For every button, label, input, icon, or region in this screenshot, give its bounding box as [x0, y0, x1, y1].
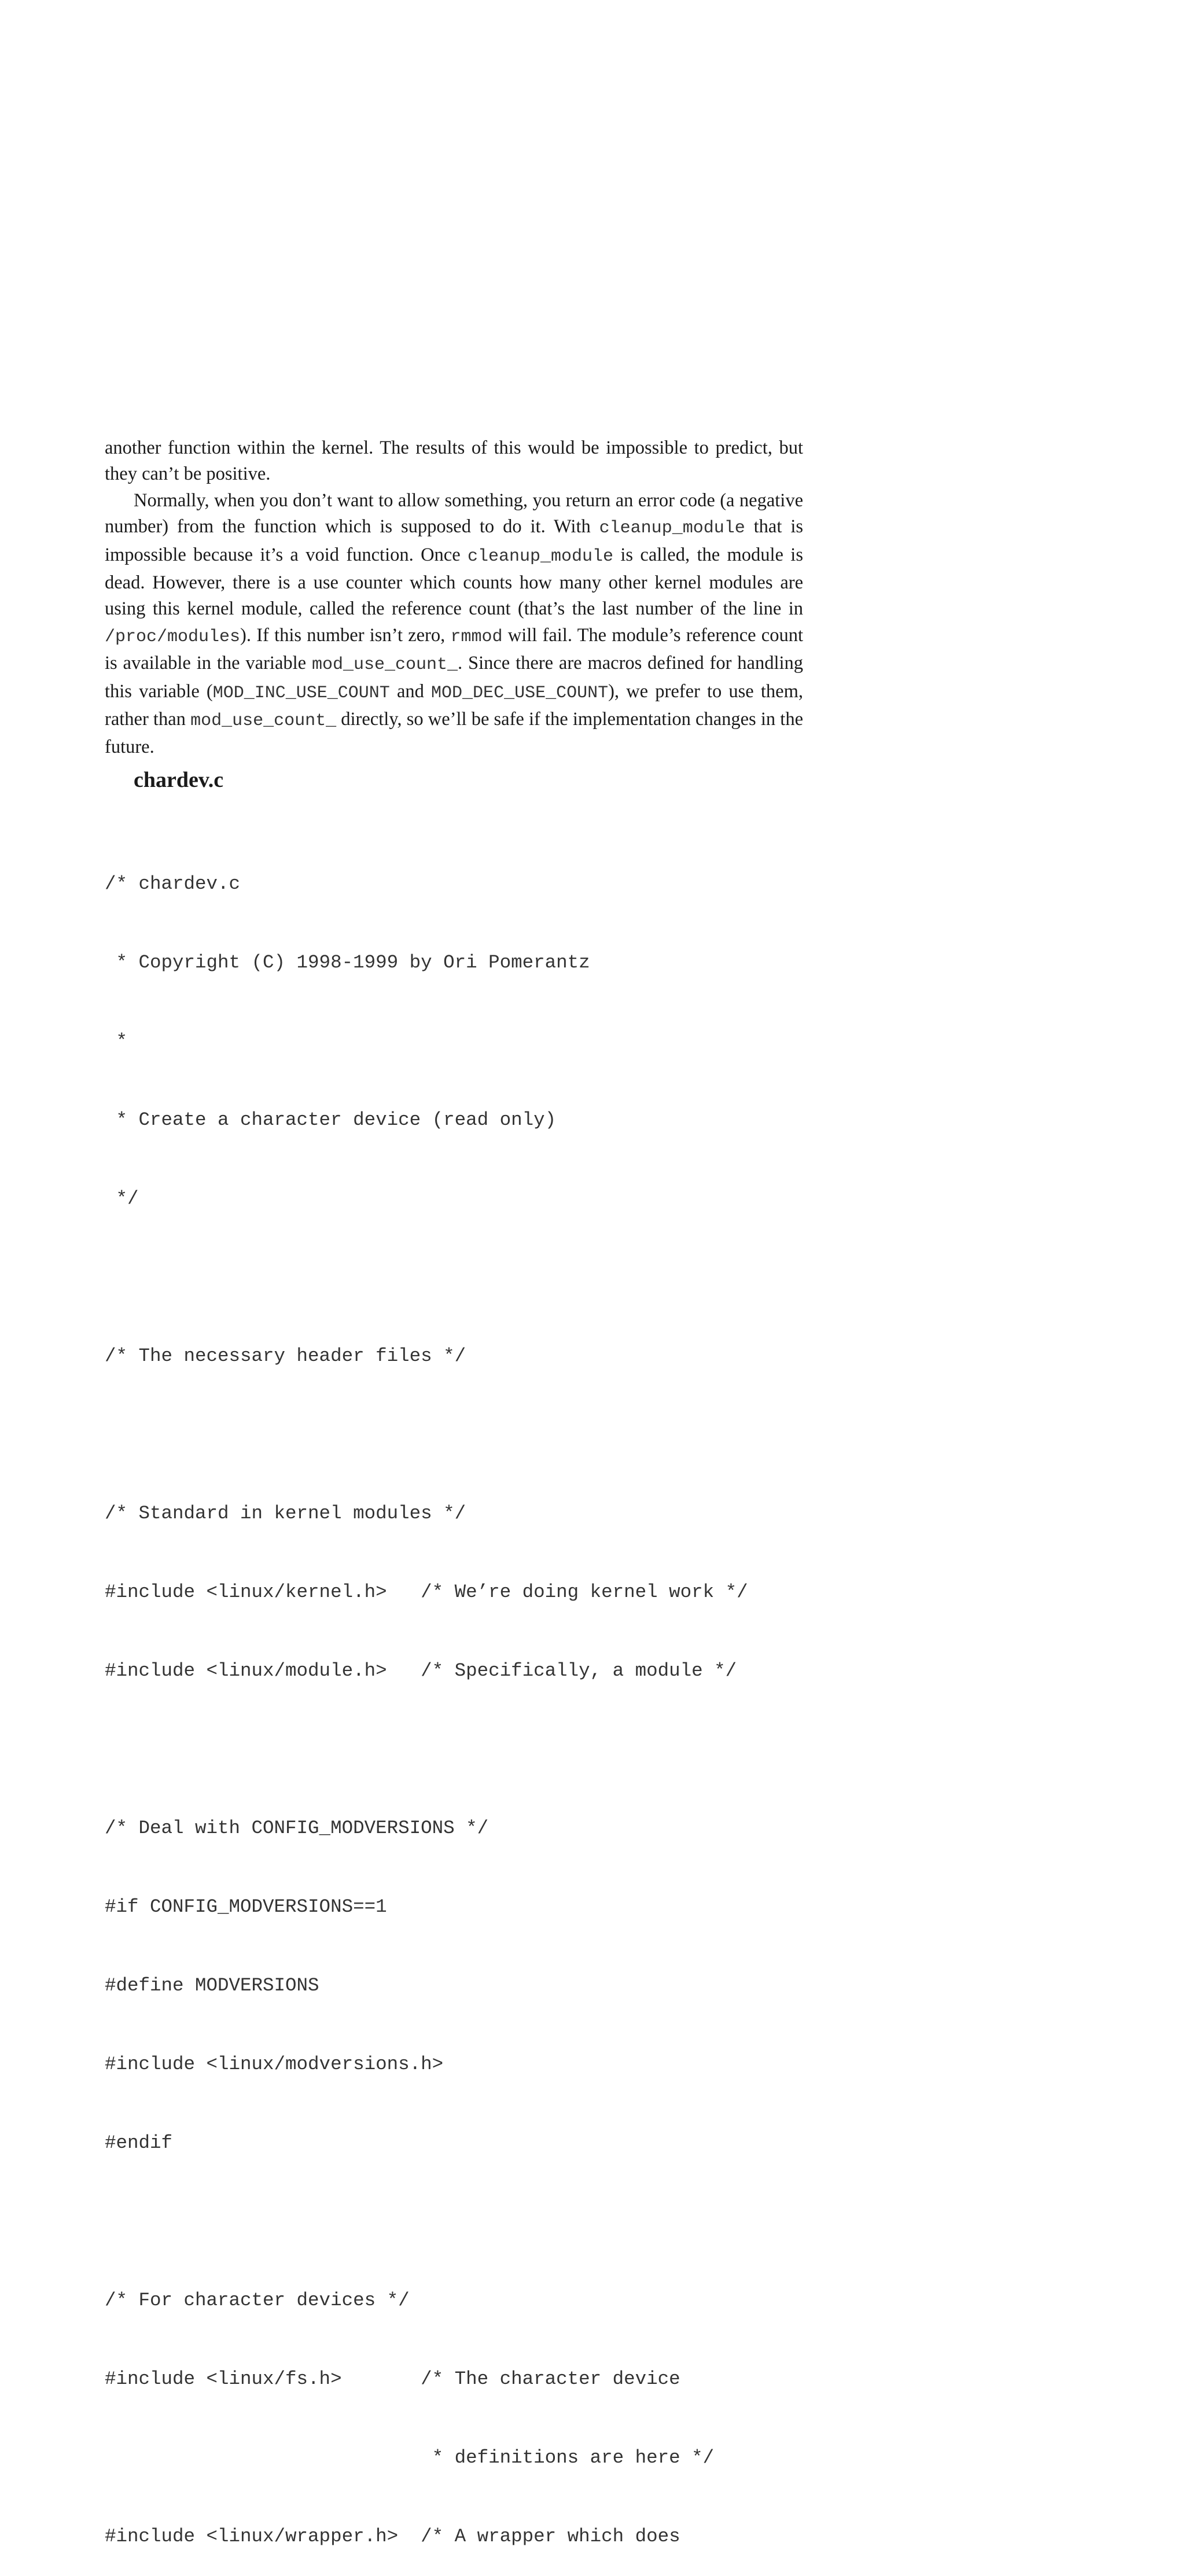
paragraph-2 — [105, 488, 803, 761]
paragraph-2-text: will fail. The module’s reference count is available in the variable — [105, 624, 803, 674]
code-line — [105, 1422, 748, 1448]
paragraph-2-text: ), we prefer to use them, rather than — [105, 680, 803, 730]
code-line: /* The necessary header files */ — [105, 1345, 466, 1367]
paragraph-2-text: and — [389, 680, 432, 702]
paragraph-2-text: that is impossible because it’s a void function. Once — [105, 516, 803, 565]
inline-code: mod_use_count_ — [190, 711, 337, 731]
paragraph-1: another function within the kernel. The results of this would be impossible to predict, but they can’t be positive. — [105, 437, 803, 485]
paragraph-2-text: . Since there are macros defined for handling this variable ( — [105, 653, 804, 702]
code-line: * Copyright (C) 1998-1999 by Ori Pomerantz — [105, 951, 590, 973]
code-line: * Create a character device (read only) — [105, 1109, 557, 1131]
code-line: #endif — [105, 2132, 173, 2154]
inline-code: cleanup_module — [468, 546, 614, 566]
paragraph-2-text: Normally, when you don’t want to allow something, you return an error code (a negative number) from the function which is supposed to do it. With — [105, 490, 803, 538]
inline-code: /proc/modules — [105, 627, 241, 647]
code-line — [105, 1736, 748, 1762]
code-line: #include <linux/kernel.h> /* We’re doing kernel work */ — [105, 1581, 748, 1603]
inline-code: MOD_INC_USE_COUNT — [212, 683, 390, 703]
section-title: chardev.c — [134, 768, 224, 792]
code-line: /* chardev.c — [105, 873, 241, 895]
code-line: */ — [105, 1187, 139, 1209]
inline-code: MOD_DEC_USE_COUNT — [431, 683, 609, 703]
code-line — [105, 1264, 748, 1290]
code-line: /* For character devices */ — [105, 2290, 410, 2312]
code-line: #include <linux/fs.h> /* The character device — [105, 2368, 680, 2390]
code-line: * — [105, 1030, 128, 1052]
inline-code: rmmod — [450, 627, 503, 647]
paragraph-2-text: ). If this number isn’t zero, — [240, 624, 451, 646]
inline-code: mod_use_count_ — [311, 655, 458, 675]
inline-code: cleanup_module — [599, 518, 745, 539]
paragraph-2-text: directly, so we’ll be safe if the implementation changes in the future. — [105, 709, 803, 758]
code-listing — [105, 818, 748, 2576]
body-text — [105, 435, 803, 761]
code-line: * definitions are here */ — [105, 2447, 715, 2469]
code-line: /* Deal with CONFIG_MODVERSIONS */ — [105, 1817, 489, 1839]
code-line: #define MODVERSIONS — [105, 1975, 319, 1997]
code-line: #include <linux/modversions.h> — [105, 2054, 444, 2075]
code-line: #if CONFIG_MODVERSIONS==1 — [105, 1896, 387, 1918]
code-line: #include <linux/wrapper.h> /* A wrapper which does — [105, 2526, 680, 2548]
code-line: #include <linux/module.h> /* Specifically, a module */ — [105, 1660, 737, 1681]
paragraph-2-text: is called, the module is dead. However, there is a use counter which counts how many other kernel modules are using this kernel module, called the reference count (that’s the last number of the line in — [105, 544, 803, 620]
code-line — [105, 2209, 748, 2235]
code-line: /* Standard in kernel modules */ — [105, 1502, 466, 1524]
